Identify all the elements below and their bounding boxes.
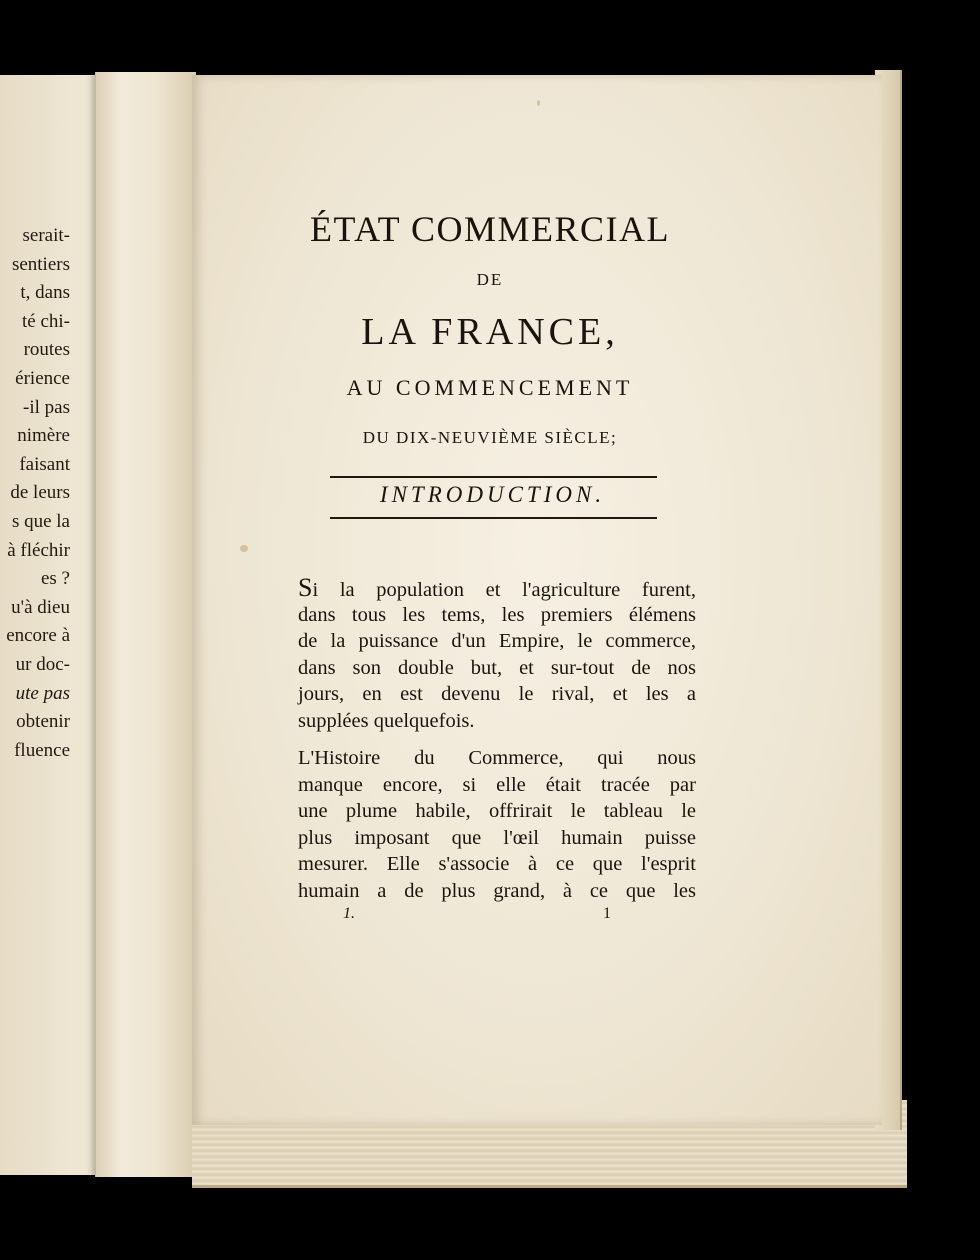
section-heading: INTRODUCTION. [379,482,606,507]
previous-page-line: serait- [22,225,70,246]
text-line: supplées quelquefois. [298,709,475,732]
drop-cap: S [298,573,313,602]
previous-page-line: faisant [19,453,70,475]
text-line: jours, en est devenu le rival, et les a [298,683,696,705]
text-line: une plume habile, offrirait le tableau le [298,800,696,822]
previous-page-line: té chi- [21,310,70,332]
previous-page-line: es ? [40,568,70,590]
previous-page-line: ute pas [15,682,70,704]
paragraph-2 [298,745,696,904]
signature-mark-right: 1 [603,905,611,922]
text-line [298,575,696,602]
text-line: manque encore, si elle était tracée par [298,773,696,796]
rule-bottom [330,517,657,519]
previous-page-line: sentiers [11,253,70,275]
foxing-spot [537,100,540,106]
previous-page-line: t, dans [20,282,70,304]
title-line-2: DE [476,270,504,289]
previous-page-line: s que la [11,510,70,532]
previous-page-line: encore à [6,625,70,647]
text-line: L'Histoire du Commerce, qui nous [298,747,696,769]
text-line: dans tous les tems, les premiers élémens [298,603,696,626]
rule-top [330,476,657,478]
signature-mark-left: 1. [343,905,355,922]
text-line: mesurer. Elle s'associe à ce que l'esprit [298,853,696,875]
previous-page-line: de leurs [10,482,70,504]
text-line-content: i la population et l'agriculture furent, [312,579,696,601]
body-text [298,575,696,904]
page-fold [95,72,196,1177]
paragraph-1 [298,575,696,734]
title-line-5: DU DIX-NEUVIÈME SIÈCLE; [362,428,618,447]
previous-page-line: -il pas [23,396,70,418]
title-line-1: ÉTAT COMMERCIAL [310,209,670,249]
title-line-3: LA FRANCE, [361,311,619,353]
previous-page-line: à fléchir [7,539,70,561]
title-line-4: AU COMMENCEMENT [346,375,634,400]
previous-page-line: obtenir [16,711,70,733]
previous-page-line: fluence [14,739,70,761]
previous-page-line: routes [23,339,70,361]
text-line: plus imposant que l'œil humain puisse [298,826,696,849]
text-line: dans son double but, et sur-tout de nos [298,656,696,679]
previous-page-line: érience [15,367,70,389]
previous-page-line: u'à dieu [11,596,70,618]
text-line: humain a de plus grand, à ce que les [298,879,696,902]
foxing-spot [240,545,248,552]
previous-page-text [0,222,70,765]
previous-page-line: nimère [17,425,70,447]
previous-page-line: ur doc- [15,653,70,675]
text-line: de la puissance d'un Empire, le commerce, [298,630,696,652]
